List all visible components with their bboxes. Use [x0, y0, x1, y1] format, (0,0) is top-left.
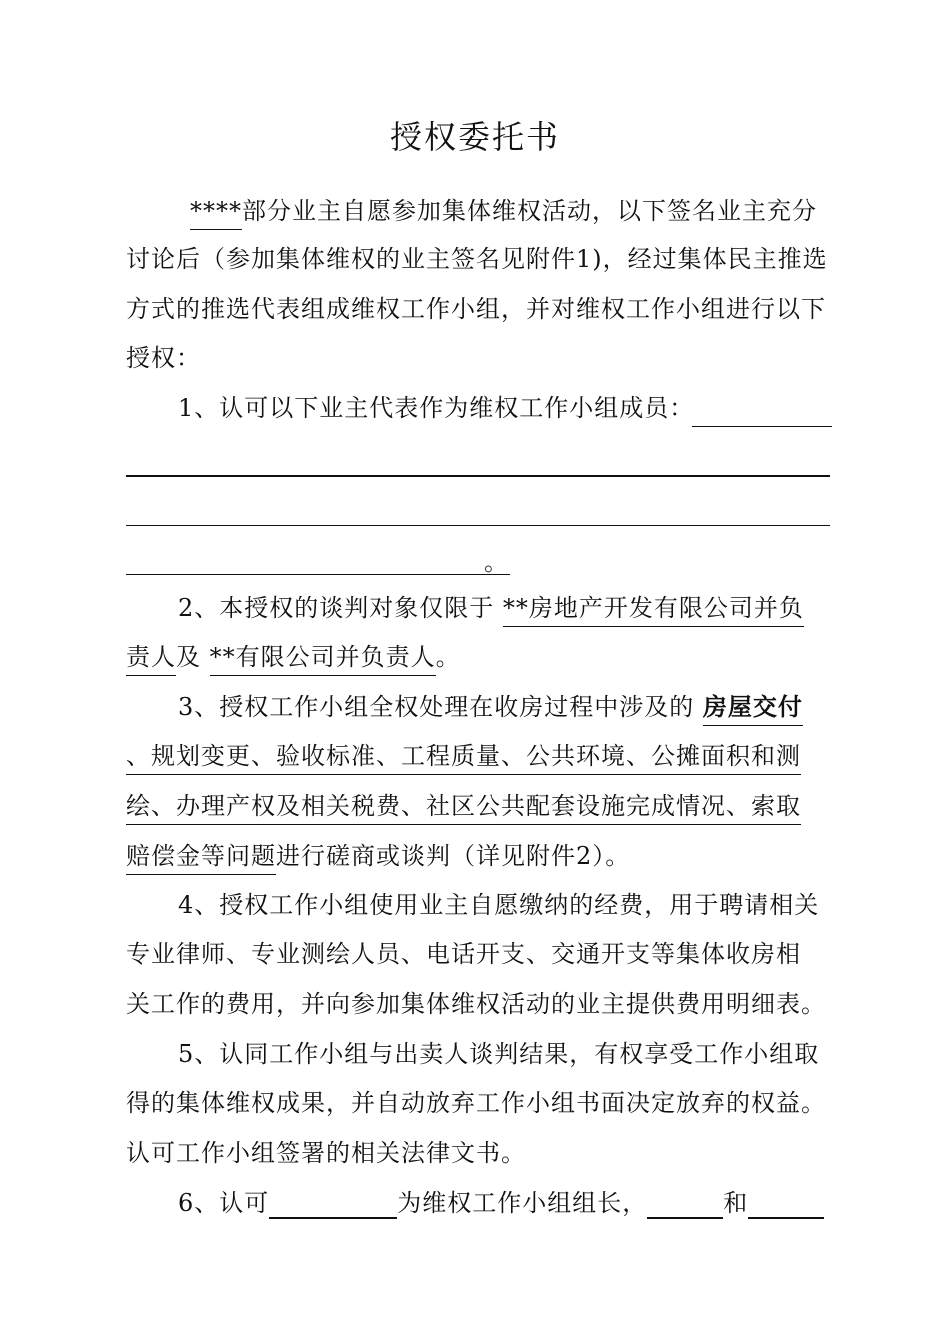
- item3-scope-start: 房屋交付: [703, 691, 803, 726]
- item1-end-mark: 。: [484, 548, 509, 576]
- item3-line-1: 3、授权工作小组全权处理在收房过程中涉及的 房屋交付: [178, 691, 803, 726]
- item2-line-1: 2、本授权的谈判对象仅限于 **房地产开发有限公司并负: [178, 592, 804, 627]
- item2-line-2: 责人及 **有限公司并负责人。: [126, 641, 461, 676]
- item2-party1-cont: 责人: [126, 641, 176, 676]
- item4-line-3: 关工作的费用，并向参加集体维权活动的业主提供费用明细表。: [126, 990, 826, 1018]
- item1-blank-1[interactable]: [692, 426, 832, 427]
- item1-blank-4[interactable]: [126, 574, 510, 575]
- item4-line-2: 专业律师、专业测绘人员、电话开支、交通开支等集体收房相: [126, 940, 801, 968]
- item5-line-2: 得的集体维权成果，并自动放弃工作小组书面决定放弃的权益。: [126, 1089, 826, 1117]
- leader-blank[interactable]: [269, 1193, 397, 1219]
- item4-line-1: 4、授权工作小组使用业主自愿缴纳的经费，用于聘请相关: [178, 891, 820, 919]
- intro-line-2: 讨论后（参加集体维权的业主签名见附件1)，经过集体民主推选: [126, 245, 828, 273]
- item3-line-4: 赔偿金等问题进行磋商或谈判（详见附件2）。: [126, 840, 630, 875]
- member-blank-2[interactable]: [748, 1193, 824, 1219]
- intro-line-4: 授权：: [126, 344, 201, 372]
- item5-line-1: 5、认同工作小组与出卖人谈判结果，有权享受工作小组取: [178, 1040, 820, 1068]
- member-blank-1[interactable]: [647, 1193, 723, 1219]
- item3-line-2: 、规划变更、验收标准、工程质量、公共环境、公摊面积和测: [126, 740, 801, 775]
- item6-line: 6、认可 为维权工作小组组长， 和: [178, 1187, 824, 1219]
- item1-text: 1、认可以下业主代表作为维权工作小组成员：: [178, 394, 695, 422]
- intro-line-3: 方式的推选代表组成维权工作小组，并对维权工作小组进行以下: [126, 295, 826, 323]
- item2-party2: **有限公司并负责人: [210, 641, 436, 676]
- item2-party1: **房地产开发有限公司并负: [503, 592, 804, 627]
- item1-blank-3[interactable]: [126, 525, 830, 526]
- item5-line-3: 认可工作小组签署的相关法律文书。: [126, 1139, 526, 1167]
- document-title: 授权委托书: [389, 118, 560, 156]
- intro-org-placeholder: ****: [190, 195, 242, 230]
- item1-blank-2[interactable]: [126, 475, 830, 477]
- item3-line-3: 绘、办理产权及相关税费、社区公共配套设施完成情况、索取: [126, 790, 801, 825]
- intro-line-1: ****部分业主自愿参加集体维权活动，以下签名业主充分: [190, 195, 817, 230]
- item3-scope-end: 赔偿金等问题: [126, 840, 276, 875]
